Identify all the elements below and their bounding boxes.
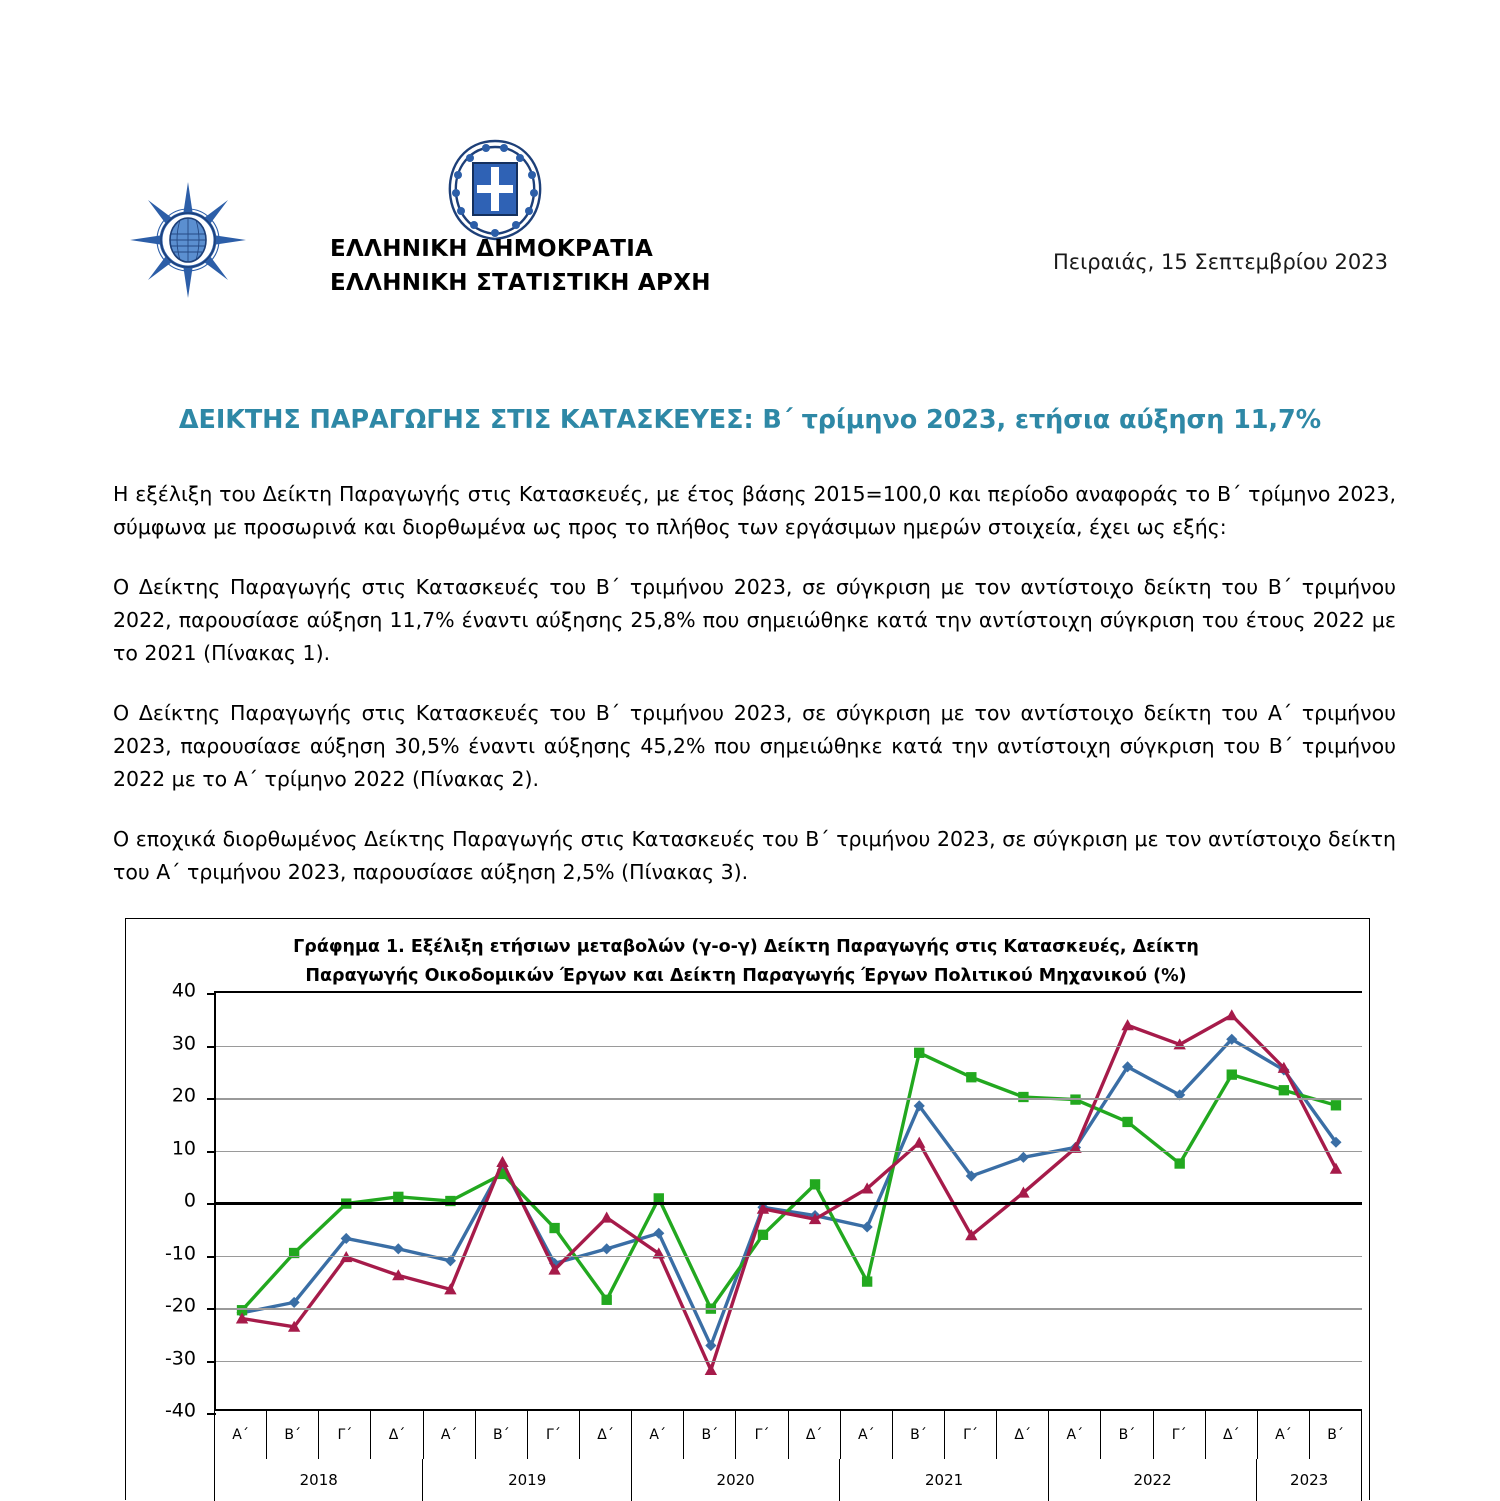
chart-data-point [1227, 1069, 1237, 1079]
x-axis-quarter-label: Γ΄ [735, 1411, 787, 1459]
y-axis-tick-label: -40 [164, 1399, 196, 1422]
x-axis-quarter-label: Β΄ [1100, 1411, 1152, 1459]
org-name-republic: ΕΛΛΗΝΙΚΗ ΔΗΜΟΚΡΑΤΙΑ [330, 236, 654, 262]
x-axis-year-label: 2023 [1256, 1459, 1362, 1501]
chart-data-point [653, 1228, 664, 1239]
chart-data-point [1174, 1158, 1184, 1168]
x-axis-quarter-label: Β΄ [266, 1411, 318, 1459]
x-axis-quarter-label: Δ΄ [788, 1411, 840, 1459]
y-axis-tick [207, 1256, 216, 1258]
y-axis-tick-label: -10 [164, 1242, 196, 1264]
chart-data-point [393, 1243, 404, 1254]
x-axis-year-label: 2018 [214, 1459, 422, 1501]
x-axis-quarter-label: Β΄ [1309, 1411, 1362, 1459]
y-axis-tick-label: 0 [183, 1189, 196, 1212]
x-axis-quarter-label: Γ΄ [1153, 1411, 1205, 1459]
chart-plot-area [214, 991, 1362, 1411]
org-name-statistical-authority: ΕΛΛΗΝΙΚΗ ΣΤΑΤΙΣΤΙΚΗ ΑΡΧΗ [330, 270, 711, 296]
y-axis-tick-label: 30 [171, 1032, 196, 1054]
y-axis-tick-label: 40 [171, 979, 196, 1002]
chart-data-point [966, 1072, 976, 1082]
chart-data-point [758, 1230, 768, 1240]
y-axis-tick-label: -20 [164, 1294, 196, 1317]
y-axis-tick [207, 1098, 216, 1100]
x-axis-quarter-label: Δ΄ [996, 1411, 1048, 1459]
paragraph-qoq-comparison: Ο Δείκτης Παραγωγής στις Κατασκευές του Β΄ τριμήνου 2023, σε σύγκριση με τον αντίστοιχο δείκτη του Α΄ τριμήνου 2023, παρουσίασε αύξηση 30,5% έναντι αύξησης 45,2% που σημειώθηκε κατά την αντίστοιχη σύγκριση του Β΄ τριμήνου 2022 με το Α΄ τρίμηνο 2022 (Πίνακας 2). [113, 701, 1396, 791]
page-title: ΔΕΙΚΤΗΣ ΠΑΡΑΓΩΓΗΣ ΣΤΙΣ ΚΑΤΑΣΚΕΥΕΣ: Β΄ τρίμηνο 2023, ετήσια αύξηση 11,7% [178, 405, 1322, 435]
chart-data-point [810, 1179, 820, 1189]
gridline [216, 1151, 1362, 1153]
chart-data-point [1070, 1094, 1080, 1104]
chart-data-point [1121, 1019, 1133, 1030]
y-axis-tick [207, 1203, 216, 1205]
chart-data-point [496, 1156, 508, 1167]
x-axis-quarter-label: Δ΄ [1205, 1411, 1257, 1459]
chart-data-point [601, 1243, 612, 1254]
x-axis-band [214, 1411, 1362, 1501]
chart-data-point [705, 1364, 717, 1375]
chart-data-point [445, 1196, 455, 1206]
chart-data-point [1279, 1085, 1289, 1095]
chart-data-point [1018, 1152, 1029, 1163]
greek-coat-of-arms [440, 135, 550, 245]
chart-data-point [914, 1048, 924, 1058]
issue-date: Πειραιάς, 15 Σεπτεμβρίου 2023 [1052, 250, 1388, 274]
chart-data-point [600, 1211, 612, 1222]
x-axis-quarter-label: Α΄ [423, 1411, 475, 1459]
chart-plot-wrapper [126, 979, 1371, 1501]
y-axis-tick [207, 1308, 216, 1310]
x-axis-quarter-label: Γ΄ [944, 1411, 996, 1459]
chart-data-point [862, 1221, 873, 1232]
gridline [216, 1046, 1362, 1048]
x-axis-quarter-label: Β΄ [892, 1411, 944, 1459]
gridline [216, 1308, 1362, 1310]
chart-series-line [242, 1015, 1336, 1370]
chart-series-line [242, 1039, 1336, 1345]
x-axis-quarter-label: Γ΄ [318, 1411, 370, 1459]
chart-data-point [705, 1340, 716, 1351]
gridline [216, 1098, 1362, 1100]
x-axis-year-label: 2020 [631, 1459, 839, 1501]
x-axis-year-label: 2021 [839, 1459, 1047, 1501]
zero-axis-line [216, 1202, 1362, 1205]
x-axis-quarter-label: Α΄ [1048, 1411, 1100, 1459]
chart-data-point [549, 1223, 559, 1233]
chart-data-point [393, 1192, 403, 1202]
chart-title-line-2: Παραγωγής Οικοδομικών Έργων και Δείκτη Παραγωγής Έργων Πολιτικού Μηχανικού (%) [305, 966, 1187, 986]
gridline [216, 1256, 1362, 1258]
chart-title-line-1: Γράφημα 1. Εξέλιξη ετήσιων μεταβολών (γ-ο-γ) Δείκτη Παραγωγής στις Κατασκευές, Δείκτη [293, 937, 1199, 957]
organization-names [330, 232, 890, 300]
chart-data-point [862, 1276, 872, 1286]
y-axis-labels [126, 979, 204, 1422]
x-axis-quarter-label: Γ΄ [527, 1411, 579, 1459]
chart-data-point [601, 1295, 611, 1305]
chart-series-layer [216, 993, 1362, 1409]
chart-data-point [1330, 1163, 1342, 1174]
x-axis-quarter-label: Β΄ [683, 1411, 735, 1459]
paragraph-intro: Η εξέλιξη του Δείκτη Παραγωγής στις Κατασκευές, με έτος βάσης 2015=100,0 και περίοδο αναφοράς το Β΄ τρίμηνο 2023, σύμφωνα με προσωρινά και διορθωμένα ως προς το πλήθος των εργάσιμων ημερών στοιχεία, έχει ως εξής: [113, 482, 1396, 539]
elstat-compass-globe-logo [128, 180, 248, 300]
x-axis-year-label: 2019 [422, 1459, 630, 1501]
body-text [113, 478, 1396, 889]
y-axis-tick-label: 10 [171, 1137, 196, 1159]
paragraph-seasonally-adjusted: Ο εποχικά διορθωμένος Δείκτης Παραγωγής στις Κατασκευές του Β΄ τριμήνου 2023, σε σύγκριση με τον αντίστοιχο δείκτη του Α΄ τριμήνου 2023, παρουσίασε αύξηση 2,5% (Πίνακας 3). [113, 827, 1396, 884]
y-axis-tick [207, 1151, 216, 1153]
y-axis-tick-label: -30 [164, 1347, 196, 1369]
document-header [0, 120, 1500, 310]
x-axis-year-row [214, 1459, 1362, 1501]
x-axis-quarter-label: Α΄ [214, 1411, 266, 1459]
paragraph-yoy-comparison: Ο Δείκτης Παραγωγής στις Κατασκευές του Β΄ τριμήνου 2023, σε σύγκριση με τον αντίστοιχο δείκτη του Β΄ τριμήνου 2022, παρουσίασε αύξηση 11,7% έναντι αύξησης 25,8% που σημειώθηκε κατά την αντίστοιχη σύγκριση του έτους 2022 με το 2021 (Πίνακας 1). [113, 575, 1396, 665]
x-axis-quarter-label: Α΄ [631, 1411, 683, 1459]
chart-data-point [1226, 1009, 1238, 1020]
x-axis-quarter-row [214, 1411, 1362, 1459]
x-axis-quarter-label: Δ΄ [370, 1411, 422, 1459]
x-axis-quarter-label: Α΄ [1257, 1411, 1309, 1459]
x-axis-quarter-label: Δ΄ [579, 1411, 631, 1459]
chart-figure-1 [125, 918, 1370, 1500]
x-axis-quarter-label: Α΄ [840, 1411, 892, 1459]
gridline [216, 1361, 1362, 1363]
chart-data-point [1331, 1100, 1341, 1110]
y-axis-tick [207, 993, 216, 995]
y-axis-tick-label: 20 [171, 1084, 196, 1107]
chart-data-point [1018, 1092, 1028, 1102]
x-axis-year-label: 2022 [1048, 1459, 1256, 1501]
y-axis-tick [207, 1046, 216, 1048]
x-axis-quarter-label: Β΄ [475, 1411, 527, 1459]
chart-data-point [913, 1137, 925, 1148]
chart-data-point [1122, 1117, 1132, 1127]
y-axis-tick [207, 1361, 216, 1363]
chart-title [256, 933, 1236, 991]
